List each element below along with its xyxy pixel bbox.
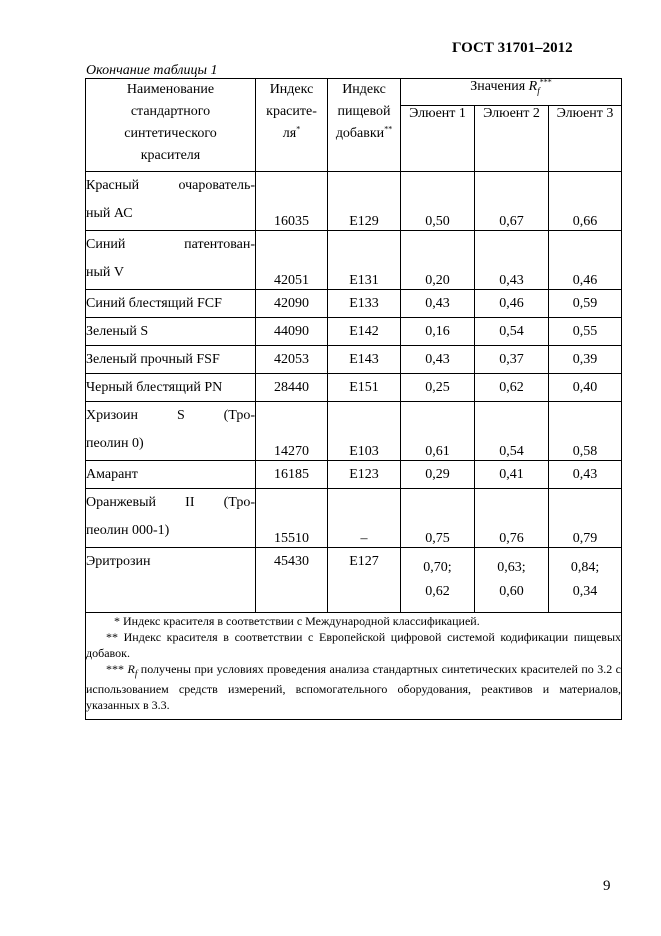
header-food-index: Индекс пищевой добавки** bbox=[328, 79, 401, 172]
eluent-3-value: 0,43 bbox=[549, 461, 622, 489]
eluent-3-value: 0,79 bbox=[549, 489, 622, 548]
dye-index: 42051 bbox=[256, 231, 328, 290]
dye-index: 42090 bbox=[256, 290, 328, 318]
eluent-1-value: 0,25 bbox=[401, 374, 475, 402]
food-index: E142 bbox=[328, 318, 401, 346]
dye-name: Эритрозин bbox=[86, 548, 256, 613]
food-index: E129 bbox=[328, 172, 401, 231]
dye-name: Черный блестящий PN bbox=[86, 374, 256, 402]
food-index: E143 bbox=[328, 346, 401, 374]
dye-index: 16185 bbox=[256, 461, 328, 489]
table-row bbox=[86, 374, 622, 402]
table-row bbox=[86, 489, 622, 548]
note-3: *** $R_f$ получены при условиях проведения анализа стандартных синтетических красителей по 3.2 с использованием средств измерений, вспомогательного оборудования, реактивов и материалов, указанных в 3.3. bbox=[86, 662, 622, 713]
eluent-1-value: 0,43 bbox=[401, 290, 475, 318]
header-eluent-2: Элюент 2 bbox=[475, 106, 549, 172]
dye-name: Оранжевый II (Тро- пеолин 000-1) bbox=[86, 489, 256, 548]
dye-index: 15510 bbox=[256, 489, 328, 548]
table-row bbox=[86, 290, 622, 318]
header-eluent-3: Элюент 3 bbox=[549, 106, 622, 172]
dye-name: Красный очарователь- ный АС bbox=[86, 172, 256, 231]
dye-name: Амарант bbox=[86, 461, 256, 489]
dye-name: Зеленый прочный FSF bbox=[86, 346, 256, 374]
dye-index: 44090 bbox=[256, 318, 328, 346]
food-index: E127 bbox=[328, 548, 401, 613]
eluent-3-value: 0,40 bbox=[549, 374, 622, 402]
eluent-3-value: 0,58 bbox=[549, 402, 622, 461]
dye-index: 42053 bbox=[256, 346, 328, 374]
table-row bbox=[86, 461, 622, 489]
eluent-1-value: 0,16 bbox=[401, 318, 475, 346]
dye-index: 14270 bbox=[256, 402, 328, 461]
food-index: E123 bbox=[328, 461, 401, 489]
dye-name: Синий патентован- ный V bbox=[86, 231, 256, 290]
table-notes bbox=[86, 613, 622, 720]
header-rf-values: Значения $R_f^{***}$ bbox=[401, 79, 622, 106]
eluent-2-value: 0,54 bbox=[475, 402, 549, 461]
dye-table bbox=[85, 78, 622, 720]
table-row bbox=[86, 172, 622, 231]
eluent-2-value: 0,41 bbox=[475, 461, 549, 489]
note-1: * Индекс красителя в соответствии с Международной классификацией. bbox=[114, 614, 480, 628]
eluent-3-value: 0,39 bbox=[549, 346, 622, 374]
standard-number: ГОСТ 31701–2012 bbox=[452, 40, 573, 56]
eluent-3-value: 0,46 bbox=[549, 231, 622, 290]
eluent-3-value: 0,66 bbox=[549, 172, 622, 231]
header-eluent-1: Элюент 1 bbox=[401, 106, 475, 172]
dye-name: Хризоин S (Тро- пеолин 0) bbox=[86, 402, 256, 461]
dye-name: Синий блестящий FCF bbox=[86, 290, 256, 318]
eluent-3-value: 0,55 bbox=[549, 318, 622, 346]
header-dye-index: Индекс красите- ля* bbox=[256, 79, 328, 172]
table-row bbox=[86, 318, 622, 346]
eluent-1-value: 0,61 bbox=[401, 402, 475, 461]
eluent-2-value: 0,63; 0,60 bbox=[475, 548, 549, 613]
eluent-1-value: 0,43 bbox=[401, 346, 475, 374]
eluent-3-value: 0,59 bbox=[549, 290, 622, 318]
eluent-2-value: 0,76 bbox=[475, 489, 549, 548]
table-row bbox=[86, 548, 622, 613]
table-row bbox=[86, 346, 622, 374]
eluent-2-value: 0,67 bbox=[475, 172, 549, 231]
food-index: E133 bbox=[328, 290, 401, 318]
dye-name: Зеленый S bbox=[86, 318, 256, 346]
eluent-2-value: 0,62 bbox=[475, 374, 549, 402]
eluent-2-value: 0,54 bbox=[475, 318, 549, 346]
header-dye-name: Наименование стандартного синтетического красителя bbox=[86, 79, 256, 172]
page-number: 9 bbox=[603, 878, 611, 894]
note-2: ** Индекс красителя в соответствии с Европейской цифровой системой кодификации пищевых добавок. bbox=[86, 630, 622, 660]
food-index: – bbox=[328, 489, 401, 548]
food-index: E131 bbox=[328, 231, 401, 290]
dye-index: 16035 bbox=[256, 172, 328, 231]
table-caption: Окончание таблицы 1 bbox=[86, 63, 218, 78]
dye-index: 28440 bbox=[256, 374, 328, 402]
eluent-1-value: 0,75 bbox=[401, 489, 475, 548]
table-row bbox=[86, 231, 622, 290]
eluent-1-value: 0,29 bbox=[401, 461, 475, 489]
food-index: E151 bbox=[328, 374, 401, 402]
eluent-3-value: 0,84; 0,34 bbox=[549, 548, 622, 613]
dye-index: 45430 bbox=[256, 548, 328, 613]
eluent-2-value: 0,37 bbox=[475, 346, 549, 374]
eluent-2-value: 0,46 bbox=[475, 290, 549, 318]
eluent-1-value: 0,70; 0,62 bbox=[401, 548, 475, 613]
eluent-2-value: 0,43 bbox=[475, 231, 549, 290]
food-index: E103 bbox=[328, 402, 401, 461]
eluent-1-value: 0,20 bbox=[401, 231, 475, 290]
table-row bbox=[86, 402, 622, 461]
eluent-1-value: 0,50 bbox=[401, 172, 475, 231]
